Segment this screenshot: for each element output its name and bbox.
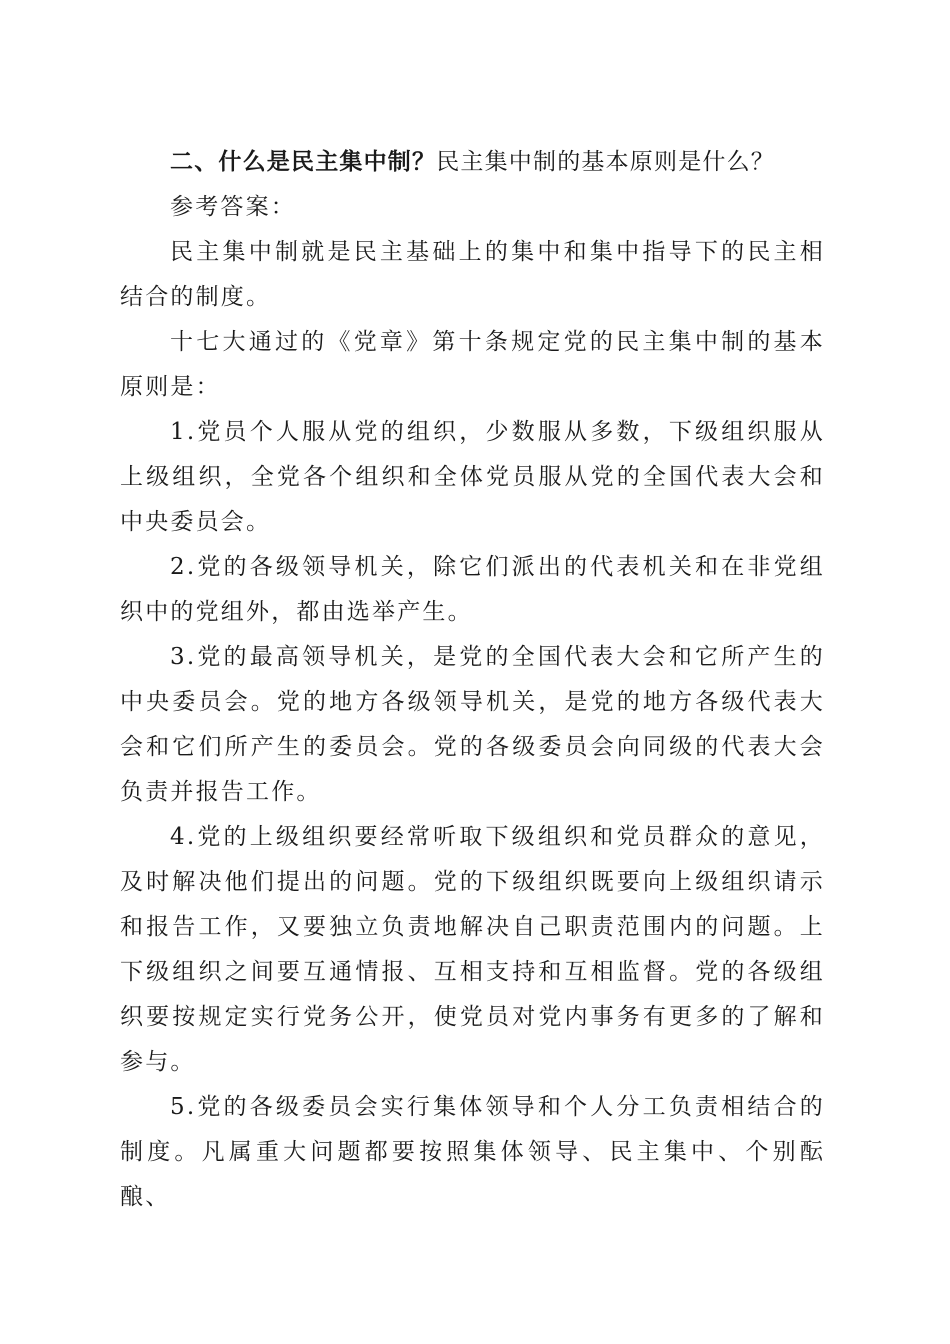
question-title-rest: 民主集中制的基本原则是什么？ — [436, 149, 776, 175]
paragraph-principle-1: 1.党员个人服从党的组织，少数服从多数，下级组织服从上级组织，全党各个组织和全体党员服从党的全国代表大会和中央委员会。 — [120, 419, 825, 535]
paragraph-principle-3: 3.党的最高领导机关，是党的全国代表大会和它所产生的中央委员会。党的地方各级领导机关，是党的地方各级代表大会和它们所产生的委员会。党的各级委员会向同级的代表大会负责并报告工作。 — [120, 644, 825, 805]
reference-answer-label: 参考答案： — [170, 194, 296, 220]
paragraph-principles-intro: 十七大通过的《党章》第十条规定党的民主集中制的基本原则是： — [120, 329, 825, 400]
paragraph-principle-2: 2.党的各级领导机关，除它们派出的代表机关和在非党组织中的党组外，都由选举产生。 — [120, 554, 825, 625]
document-page — [120, 140, 825, 1220]
paragraph-principle-4: 4.党的上级组织要经常听取下级组织和党员群众的意见，及时解决他们提出的问题。党的下级组织既要向上级组织请示和报告工作，又要独立负责地解决自己职责范围内的问题。上下级组织之间要互通情报、互相支持和互相监督。党的各级组织要按规定实行党务公开，使党员对党内事务有更多的了解和参与。 — [120, 824, 825, 1075]
paragraph-principle-5: 5.党的各级委员会实行集体领导和个人分工负责相结合的制度。凡属重大问题都要按照集体领导、民主集中、个别酝酿、 — [120, 1094, 825, 1210]
question-title-bold: 二、什么是民主集中制？ — [170, 149, 437, 175]
question-title — [120, 140, 825, 185]
paragraph-definition: 民主集中制就是民主基础上的集中和集中指导下的民主相结合的制度。 — [120, 239, 825, 310]
